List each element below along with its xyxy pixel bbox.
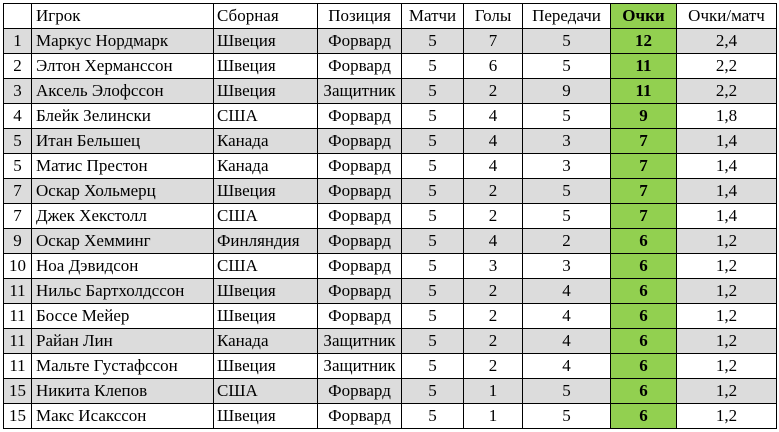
cell-goals: 4: [464, 229, 523, 254]
cell-points-per-game: 2,2: [677, 54, 777, 79]
cell-goals: 2: [464, 354, 523, 379]
cell-points: 6: [611, 254, 677, 279]
cell-position: Форвард: [318, 379, 402, 404]
header-goals: Голы: [464, 4, 523, 29]
cell-games: 5: [402, 379, 464, 404]
cell-goals: 2: [464, 179, 523, 204]
table-row: [4, 104, 777, 129]
cell-points-per-game: 1,2: [677, 354, 777, 379]
table-row: [4, 354, 777, 379]
cell-player: Мальте Густафссон: [32, 354, 214, 379]
header-position: Позиция: [318, 4, 402, 29]
cell-points-per-game: 1,2: [677, 229, 777, 254]
cell-team: США: [214, 379, 318, 404]
cell-goals: 4: [464, 154, 523, 179]
cell-points-per-game: 1,2: [677, 304, 777, 329]
cell-points-per-game: 2,2: [677, 79, 777, 104]
cell-games: 5: [402, 154, 464, 179]
cell-position: Форвард: [318, 129, 402, 154]
cell-rank: 1: [4, 29, 32, 54]
table-row: [4, 79, 777, 104]
header-points: Очки: [611, 4, 677, 29]
table-row: [4, 304, 777, 329]
cell-rank: 7: [4, 204, 32, 229]
cell-goals: 4: [464, 129, 523, 154]
table-row: [4, 329, 777, 354]
cell-rank: 11: [4, 329, 32, 354]
cell-player: Оскар Хемминг: [32, 229, 214, 254]
cell-goals: 1: [464, 404, 523, 429]
cell-rank: 11: [4, 279, 32, 304]
cell-position: Форвард: [318, 279, 402, 304]
cell-goals: 4: [464, 104, 523, 129]
cell-points-per-game: 1,2: [677, 329, 777, 354]
cell-assists: 4: [523, 354, 611, 379]
cell-goals: 2: [464, 329, 523, 354]
cell-team: Швеция: [214, 54, 318, 79]
cell-assists: 5: [523, 379, 611, 404]
cell-player: Джек Хекстолл: [32, 204, 214, 229]
cell-assists: 4: [523, 279, 611, 304]
cell-points: 7: [611, 204, 677, 229]
cell-games: 5: [402, 404, 464, 429]
table-row: [4, 154, 777, 179]
cell-team: Швеция: [214, 304, 318, 329]
header-row: [4, 4, 777, 29]
cell-points: 6: [611, 404, 677, 429]
cell-position: Защитник: [318, 354, 402, 379]
cell-goals: 2: [464, 204, 523, 229]
cell-rank: 2: [4, 54, 32, 79]
cell-player: Оскар Хольмерц: [32, 179, 214, 204]
cell-points: 6: [611, 354, 677, 379]
cell-rank: 5: [4, 154, 32, 179]
cell-rank: 10: [4, 254, 32, 279]
cell-assists: 3: [523, 154, 611, 179]
cell-points-per-game: 1,4: [677, 154, 777, 179]
cell-goals: 6: [464, 54, 523, 79]
cell-points-per-game: 1,2: [677, 379, 777, 404]
cell-points-per-game: 1,4: [677, 129, 777, 154]
table-row: [4, 204, 777, 229]
cell-position: Форвард: [318, 304, 402, 329]
cell-player: Райан Лин: [32, 329, 214, 354]
table-row: [4, 254, 777, 279]
table-row: [4, 279, 777, 304]
cell-team: США: [214, 104, 318, 129]
table-row: [4, 179, 777, 204]
cell-points: 12: [611, 29, 677, 54]
cell-goals: 1: [464, 379, 523, 404]
cell-player: Никита Клепов: [32, 379, 214, 404]
cell-rank: 11: [4, 304, 32, 329]
cell-position: Форвард: [318, 204, 402, 229]
cell-rank: 15: [4, 379, 32, 404]
cell-team: США: [214, 204, 318, 229]
cell-player: Аксель Элофссон: [32, 79, 214, 104]
cell-games: 5: [402, 279, 464, 304]
cell-points: 6: [611, 229, 677, 254]
cell-games: 5: [402, 54, 464, 79]
header-player: Игрок: [32, 4, 214, 29]
cell-player: Боссе Мейер: [32, 304, 214, 329]
cell-position: Форвард: [318, 254, 402, 279]
cell-points: 11: [611, 54, 677, 79]
cell-assists: 4: [523, 304, 611, 329]
cell-points: 6: [611, 279, 677, 304]
cell-assists: 5: [523, 204, 611, 229]
cell-games: 5: [402, 79, 464, 104]
cell-games: 5: [402, 304, 464, 329]
cell-rank: 5: [4, 129, 32, 154]
cell-team: Швеция: [214, 279, 318, 304]
cell-games: 5: [402, 129, 464, 154]
cell-assists: 4: [523, 329, 611, 354]
cell-position: Форвард: [318, 29, 402, 54]
header-team: Сборная: [214, 4, 318, 29]
table-row: [4, 129, 777, 154]
cell-points-per-game: 2,4: [677, 29, 777, 54]
cell-games: 5: [402, 329, 464, 354]
cell-points: 7: [611, 129, 677, 154]
cell-assists: 9: [523, 79, 611, 104]
cell-assists: 5: [523, 404, 611, 429]
cell-assists: 5: [523, 104, 611, 129]
cell-games: 5: [402, 179, 464, 204]
cell-player: Макс Исакссон: [32, 404, 214, 429]
cell-goals: 2: [464, 304, 523, 329]
cell-points: 6: [611, 304, 677, 329]
cell-points-per-game: 1,8: [677, 104, 777, 129]
cell-rank: 4: [4, 104, 32, 129]
cell-points: 6: [611, 379, 677, 404]
cell-player: Ноа Дэвидсон: [32, 254, 214, 279]
cell-goals: 2: [464, 279, 523, 304]
cell-goals: 2: [464, 79, 523, 104]
cell-team: Канада: [214, 154, 318, 179]
cell-team: Швеция: [214, 29, 318, 54]
cell-games: 5: [402, 354, 464, 379]
cell-team: Финляндия: [214, 229, 318, 254]
cell-rank: 9: [4, 229, 32, 254]
cell-position: Форвард: [318, 154, 402, 179]
cell-player: Маркус Нордмарк: [32, 29, 214, 54]
cell-goals: 3: [464, 254, 523, 279]
cell-position: Форвард: [318, 179, 402, 204]
cell-points: 9: [611, 104, 677, 129]
cell-games: 5: [402, 104, 464, 129]
scoring-table: [3, 3, 777, 429]
cell-team: Швеция: [214, 404, 318, 429]
cell-points: 6: [611, 329, 677, 354]
cell-position: Форвард: [318, 104, 402, 129]
header-points-per-game: Очки/матч: [677, 4, 777, 29]
table-row: [4, 379, 777, 404]
cell-assists: 2: [523, 229, 611, 254]
cell-rank: 3: [4, 79, 32, 104]
cell-position: Форвард: [318, 54, 402, 79]
cell-points: 7: [611, 179, 677, 204]
cell-points-per-game: 1,4: [677, 179, 777, 204]
cell-team: Швеция: [214, 179, 318, 204]
cell-assists: 3: [523, 129, 611, 154]
cell-assists: 5: [523, 54, 611, 79]
cell-position: Защитник: [318, 329, 402, 354]
cell-position: Форвард: [318, 404, 402, 429]
cell-games: 5: [402, 229, 464, 254]
cell-points-per-game: 1,4: [677, 204, 777, 229]
cell-player: Нильс Бартхолдссон: [32, 279, 214, 304]
cell-games: 5: [402, 254, 464, 279]
cell-points-per-game: 1,2: [677, 404, 777, 429]
cell-position: Форвард: [318, 229, 402, 254]
cell-points-per-game: 1,2: [677, 254, 777, 279]
header-games: Матчи: [402, 4, 464, 29]
cell-team: Швеция: [214, 79, 318, 104]
cell-player: Итан Бельшец: [32, 129, 214, 154]
cell-player: Блейк Зелински: [32, 104, 214, 129]
cell-rank: 15: [4, 404, 32, 429]
cell-player: Элтон Херманссон: [32, 54, 214, 79]
cell-rank: 7: [4, 179, 32, 204]
cell-assists: 3: [523, 254, 611, 279]
cell-rank: 11: [4, 354, 32, 379]
cell-games: 5: [402, 204, 464, 229]
table-row: [4, 229, 777, 254]
cell-position: Защитник: [318, 79, 402, 104]
table-row: [4, 404, 777, 429]
cell-team: Канада: [214, 129, 318, 154]
header-rank: [4, 4, 32, 29]
cell-goals: 7: [464, 29, 523, 54]
header-assists: Передачи: [523, 4, 611, 29]
cell-assists: 5: [523, 179, 611, 204]
cell-games: 5: [402, 29, 464, 54]
cell-player: Матис Престон: [32, 154, 214, 179]
cell-assists: 5: [523, 29, 611, 54]
cell-points: 7: [611, 154, 677, 179]
table-row: [4, 29, 777, 54]
cell-team: Швеция: [214, 354, 318, 379]
cell-points: 11: [611, 79, 677, 104]
table-row: [4, 54, 777, 79]
cell-team: США: [214, 254, 318, 279]
cell-points-per-game: 1,2: [677, 279, 777, 304]
cell-team: Канада: [214, 329, 318, 354]
